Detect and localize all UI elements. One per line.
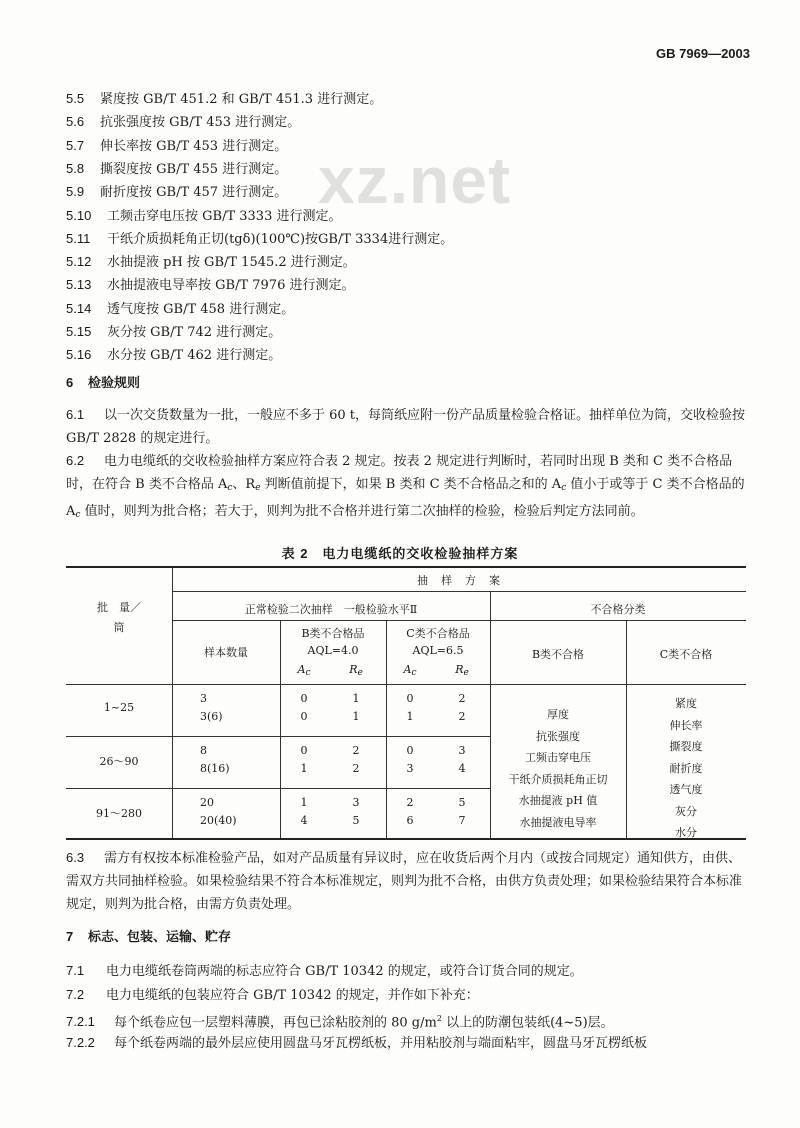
c-re-label [452,663,472,678]
clause-number: 5.8 [66,160,85,176]
watermark: xz.net [318,143,512,217]
subscript: c [227,483,233,493]
b-item: 厚度 [547,708,569,721]
paragraph-7-2-2 [66,1034,647,1053]
clause-item [66,253,356,272]
b-item: 工频击穿电压 [525,751,591,764]
clause-text: 值小于或等于 C 类不合格品的 A [66,477,745,519]
sampling-plan-header: 抽 样 方 案 [417,574,501,587]
c-item: 伸长率 [669,718,703,732]
b-ac-cell: 0 [300,744,308,757]
re-symbol: R [349,663,358,676]
section-7-heading [66,928,231,946]
clause-item [66,323,281,342]
clause-number: 5.5 [66,91,85,106]
ac-symbol: A [403,663,412,676]
clause-item [66,300,294,319]
c-ac-cell: 2 [406,796,414,809]
c-re-cell: 2 [458,692,466,705]
clause-item [66,276,354,295]
clause-number: 7.2.2 [66,1035,95,1050]
batch-size-cell: 26～90 [99,755,139,768]
subscript: c [75,510,81,520]
table-2-title: 表 2 电力电缆纸的交收检验抽样方案 [281,546,519,561]
clause-text: 需方有权按本标准检验产品，如对产品质量有异议时，应在收货后两个月内（或按合同规定）通知供方，由供、需双方共同抽样检验。如果检验结果不符合本标准规定，则判为批不合格，由供方负责处理；如果检验结果符合本标准规定，则判为批合格，由需方负责处理。 [66,851,743,912]
clause-text: 水抽提液 pH 按 GB/T 1545.2 进行测定。 [107,255,356,271]
clause-number: 5.9 [66,184,85,200]
clause-number: 6.3 [66,850,85,865]
paragraph-6-3 [66,846,748,916]
c-ac-label [400,663,420,678]
table-rule [66,736,490,737]
clause-number: 5.7 [66,137,85,153]
table-2 [66,566,746,840]
subscript: c [305,668,311,678]
section-6-heading [66,374,140,392]
table-rule [172,591,746,592]
c-item: 耐折度 [669,761,703,775]
b-re-label [346,663,366,678]
clause-text: 工频击穿电压按 GB/T 3333 进行测定。 [107,208,342,224]
clause-number: 5.10 [66,207,92,223]
clause-item [66,183,287,202]
clause-number: 5.15 [66,324,92,339]
clause-number: 7.2.1 [66,1014,95,1030]
c-item: 透气度 [669,783,703,796]
sample-qty-header: 样本数量 [204,646,248,659]
clause-text: 紧度按 GB/T 451.2 和 GB/T 451.3 进行测定。 [100,92,383,107]
clause-text: 灰分按 GB/T 742 进行测定。 [107,325,282,340]
b-item: 干纸介质损耗角正切 [508,772,608,786]
subscript: e [255,483,261,493]
sample-qty-cell: 8(16) [200,762,230,775]
clause-item [66,230,453,249]
clause-number: 7.2 [66,987,85,1002]
b-item: 水抽提液 pH 值 [518,794,598,807]
b-item: 水抽提液电导率 [519,815,597,829]
normal-inspection-header: 正常检验二次抽样 一般检验水平Ⅱ [244,603,418,616]
clause-text: 、R [232,477,256,492]
c-item: 水分 [675,826,697,839]
paragraph-6-2 [66,449,748,527]
clause-text: 电力电缆纸的包装应符合 GB/T 10342 的规定，并作如下补充： [106,988,479,1003]
clause-text: 电力电缆纸卷筒两端的标志应符合 GB/T 10342 的规定，或符合订货合同的规定。 [106,964,583,979]
subscript: c [561,483,567,493]
batch-size-header: 批 量／筒 [97,601,141,634]
clause-item [66,113,300,132]
b-ac-cell: 0 [300,710,308,723]
clause-text: 抗张强度按 GB/T 453 进行测定。 [100,115,301,131]
paragraph-7-2 [66,986,479,1005]
clause-item [66,90,382,109]
paragraph-7-1 [66,962,583,981]
clause-text: 每个纸卷两端的最外层应使用圆盘马牙瓦楞纸板，并用粘胶剂与端面粘牢，圆盘马牙瓦楞纸板 [114,1036,648,1051]
c-re-cell: 3 [458,744,466,757]
b-ac-cell: 4 [300,814,308,827]
b-re-cell: 3 [352,796,360,809]
re-symbol: R [455,663,464,676]
clause-text: 每个纸卷应包一层塑料薄膜，再包已涂粘胶剂的 80 g/m [114,1015,437,1031]
clause-text: 透气度按 GB/T 458 进行测定。 [107,301,295,317]
sample-qty-cell: 20 [200,796,214,809]
section-number: 6 [66,375,74,390]
b-ac-cell: 1 [300,796,308,809]
sample-qty-cell: 20(40) [200,814,237,827]
c-item: 紧度 [675,697,697,710]
section-number: 7 [66,929,74,944]
clause-text: 以一次交货数量为一批，一般应不多于 60 t，每筒纸应附一份产品质量检验合格证。抽样单位为筒，交收检验按 GB/T 2828 的规定进行。 [66,408,746,446]
c-ac-cell: 1 [406,710,414,723]
standard-code: GB 7969—2003 [656,46,750,61]
table-rule [66,788,490,789]
b-ac-label [294,663,314,678]
clause-number: 6.2 [66,453,85,468]
c-class-aql: AQL=6.5 [412,644,464,657]
paragraph-6-1 [66,403,748,450]
b-nonconforming-header: B类不合格 [531,648,585,661]
c-re-cell: 5 [458,796,466,809]
clause-number: 5.12 [66,254,92,270]
b-re-cell: 2 [352,762,360,775]
c-ac-cell: 0 [406,744,414,757]
c-class-header: C类不合格品 [406,627,470,640]
table-rule [172,620,746,621]
clause-text: 干纸介质损耗角正切(tgδ)(100℃)按GB/T 3334进行测定。 [107,231,454,247]
c-item: 灰分 [675,804,697,818]
clause-text: 伸长率按 GB/T 453 进行测定。 [100,138,288,154]
b-re-cell: 1 [352,710,360,723]
table-rule [66,684,746,685]
superscript: 2 [436,1014,442,1023]
c-re-cell: 4 [458,762,466,775]
b-item: 抗张强度 [536,729,580,743]
b-re-cell: 5 [352,814,360,827]
sample-qty-cell: 8 [200,744,207,757]
subscript: e [463,668,469,678]
clause-text: 电力电缆纸的交收检验抽样方案应符合表 2 规定。按表 2 规定进行判断时，若同时出现 B 类和 C 类不合格品时，在符合 B 类不合格品 A [66,454,733,492]
c-item: 撕裂度 [669,740,703,753]
b-ac-cell: 0 [300,692,308,705]
clause-text: 判断值前提下，如果 B 类和 C 类不合格品之和的 A [260,477,562,492]
c-ac-cell: 6 [406,814,414,827]
batch-size-cell: 91～280 [96,807,142,820]
b-class-aql: AQL=4.0 [307,644,359,657]
sample-qty-cell: 3 [200,692,207,705]
subscript: c [411,668,417,678]
clause-item [66,207,341,226]
clause-item [66,346,281,365]
subscript: e [357,668,363,678]
c-re-cell: 7 [458,814,466,827]
c-ac-cell: 0 [406,692,414,705]
paragraph-7-2-1 [66,1010,614,1032]
clause-number: 7.1 [66,963,85,978]
c-ac-cell: 3 [406,762,414,775]
b-re-cell: 1 [352,692,360,705]
clause-text: 水分按 GB/T 462 进行测定。 [107,348,282,364]
clause-item [66,160,287,179]
clause-text: 以上的防潮包装纸(4~5)层。 [441,1015,614,1031]
b-re-cell: 2 [352,744,360,757]
clause-number: 5.16 [66,347,92,363]
clause-item [66,137,287,156]
batch-size-cell: 1~25 [103,701,135,714]
nonconforming-class-header: 不合格分类 [590,603,646,616]
clause-number: 6.1 [66,407,85,422]
ac-symbol: A [297,663,306,676]
clause-number: 5.13 [66,277,92,293]
clause-number: 5.6 [66,114,85,130]
clause-number: 5.11 [66,230,91,246]
clause-text: 值时，则判为批合格；若大于，则判为批不合格并进行第二次抽样的检验，检验后判定方法同前。 [80,504,644,519]
clause-text: 水抽提液电导率按 GB/T 7976 进行测定。 [107,278,355,294]
clause-text: 撕裂度按 GB/T 455 进行测定。 [100,161,288,177]
b-ac-cell: 1 [300,762,308,775]
sample-qty-cell: 3(6) [200,710,223,723]
section-title: 标志、包装、运输、贮存 [88,929,232,944]
clause-number: 5.14 [66,300,92,316]
c-nonconforming-header: C类不合格 [659,648,713,661]
b-class-header: B类不合格品 [301,627,365,640]
c-re-cell: 2 [458,710,466,723]
section-title: 检验规则 [88,375,141,390]
clause-text: 耐折度按 GB/T 457 进行测定。 [100,185,288,201]
